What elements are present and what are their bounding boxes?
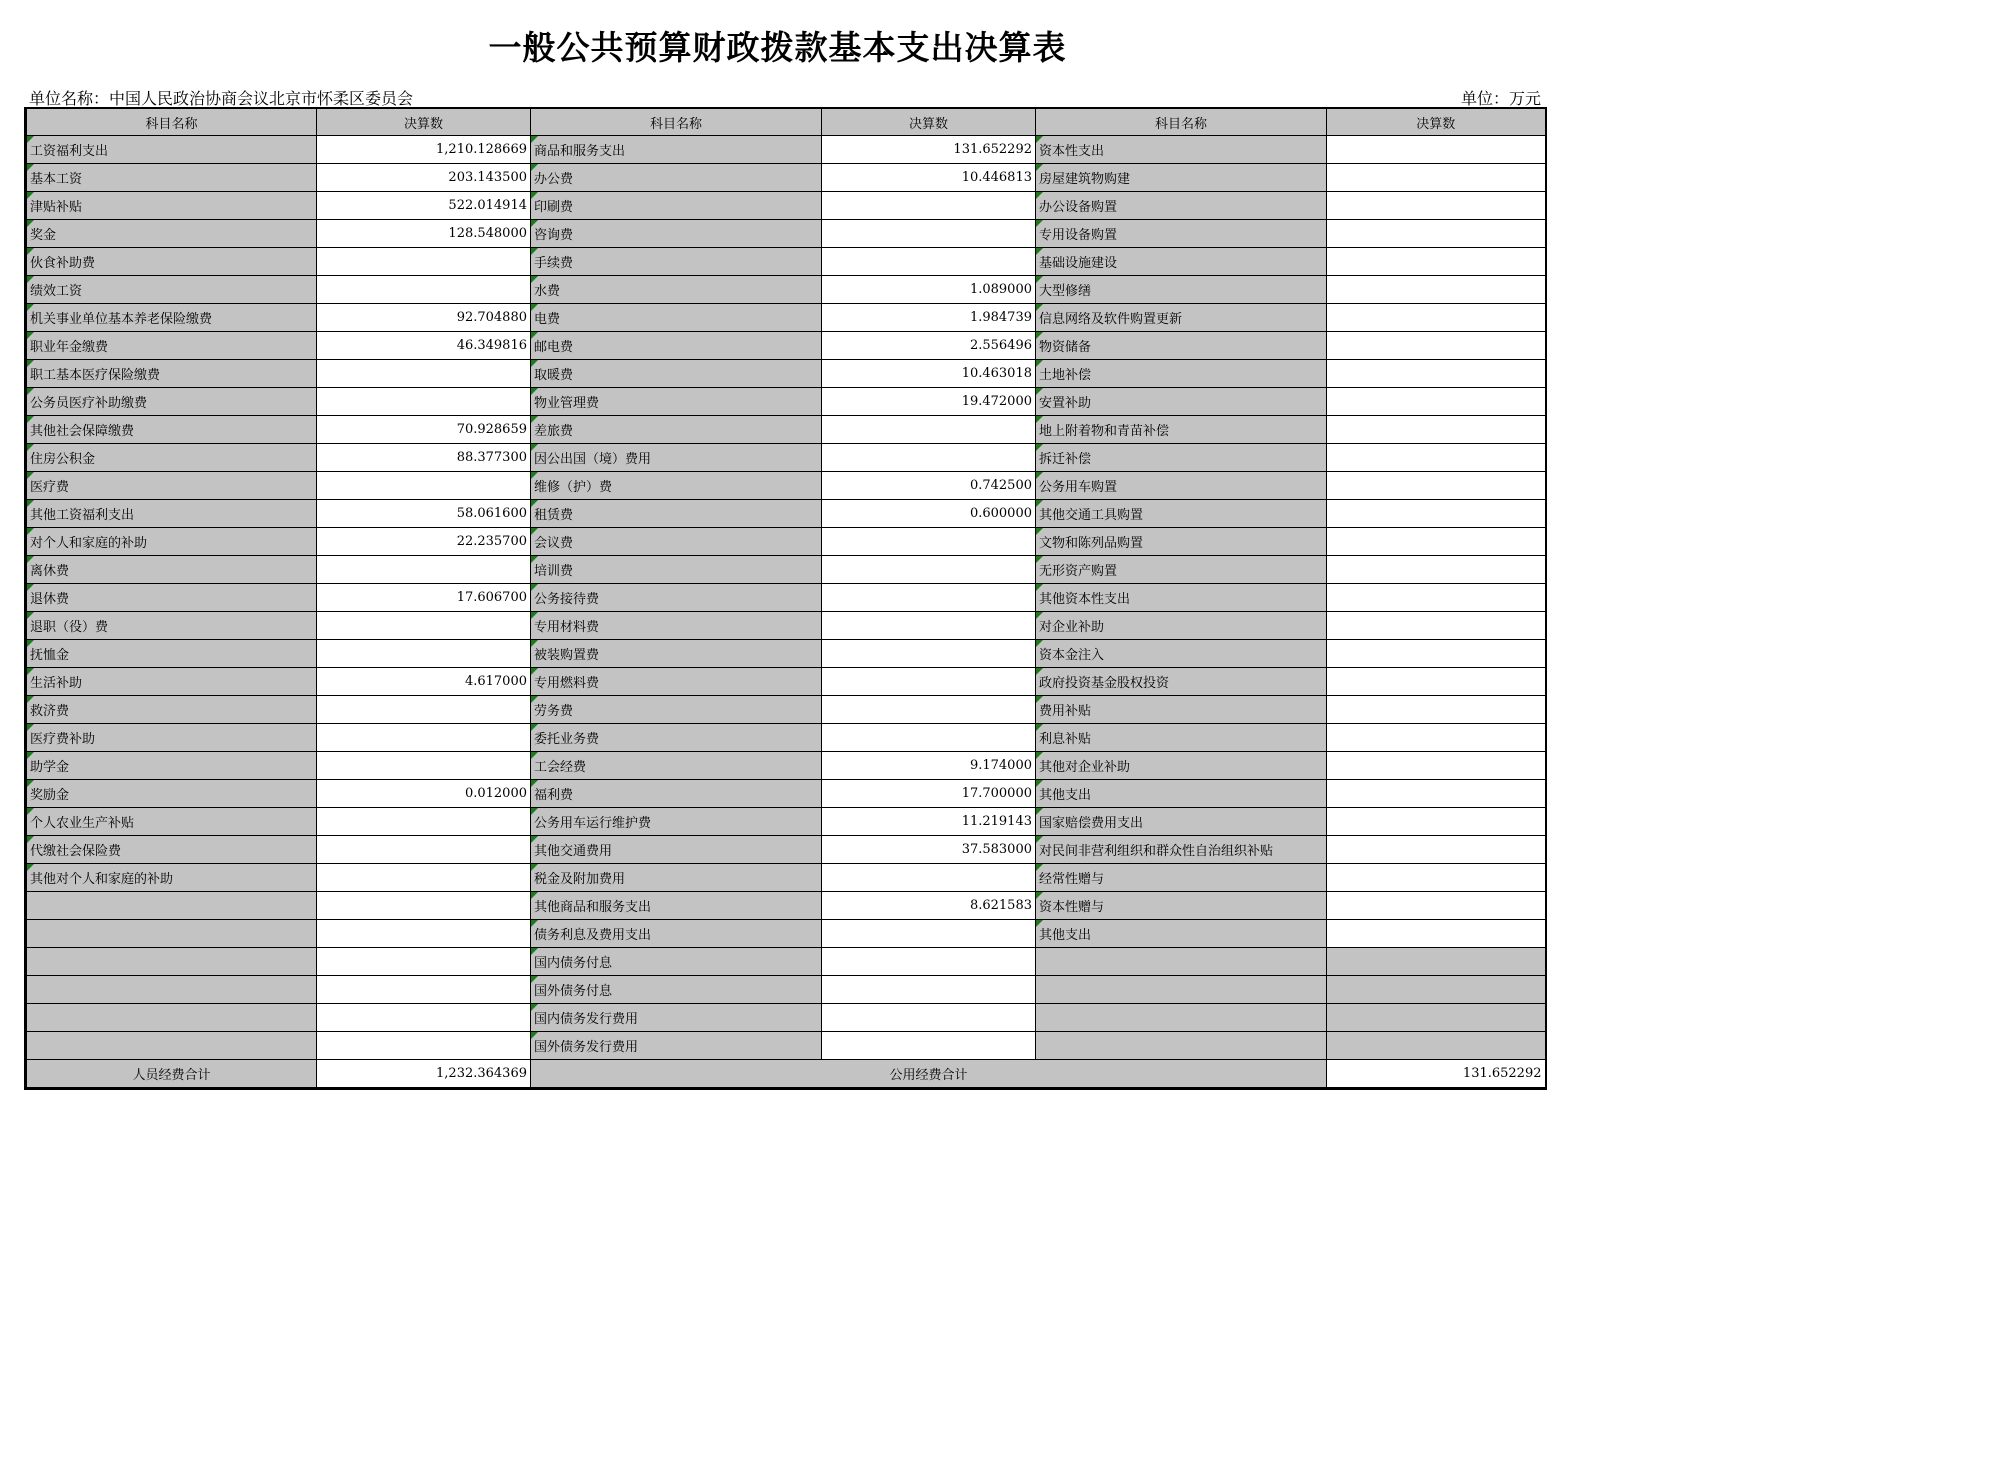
amount-cell (1327, 276, 1546, 304)
amount-cell (1327, 388, 1546, 416)
item-name-cell: 邮电费 (531, 332, 822, 360)
public-total-label: 公用经费合计 (531, 1060, 1327, 1089)
amount-cell (1327, 444, 1546, 472)
amount-cell (1327, 668, 1546, 696)
item-name-cell: 房屋建筑物购建 (1036, 164, 1327, 192)
table-row (26, 388, 1546, 416)
item-name-cell: 资本性赠与 (1036, 892, 1327, 920)
amount-cell: 11.219143 (822, 808, 1036, 836)
public-total-value: 131.652292 (1327, 1060, 1546, 1089)
column-header-name-2: 科目名称 (531, 108, 822, 136)
item-name-cell: 助学金 (26, 752, 317, 780)
table-row (26, 584, 1546, 612)
amount-cell (317, 472, 531, 500)
item-name-cell: 培训费 (531, 556, 822, 584)
table-row (26, 556, 1546, 584)
item-name-cell: 维修（护）费 (531, 472, 822, 500)
item-name-cell: 文物和陈列品购置 (1036, 528, 1327, 556)
item-name-cell: 无形资产购置 (1036, 556, 1327, 584)
amount-cell: 10.463018 (822, 360, 1036, 388)
unit-name: 单位名称：中国人民政治协商会议北京市怀柔区委员会 (29, 89, 414, 108)
amount-cell (822, 248, 1036, 276)
amount-cell (1327, 472, 1546, 500)
table-row (26, 276, 1546, 304)
amount-cell (1327, 780, 1546, 808)
page-title: 一般公共预算财政拨款基本支出决算表 (488, 28, 1067, 67)
item-name-cell: 绩效工资 (26, 276, 317, 304)
item-name-cell: 信息网络及软件购置更新 (1036, 304, 1327, 332)
table-row (26, 696, 1546, 724)
table-row (26, 1032, 1546, 1060)
unit-label: 单位：万元 (1460, 89, 1541, 108)
item-name-cell: 因公出国（境）费用 (531, 444, 822, 472)
item-name-cell: 物资储备 (1036, 332, 1327, 360)
table-row (26, 892, 1546, 920)
item-name-cell: 工会经费 (531, 752, 822, 780)
amount-cell (317, 388, 531, 416)
item-name-cell: 办公费 (531, 164, 822, 192)
item-name-cell (26, 892, 317, 920)
item-name-cell: 对民间非营利组织和群众性自治组织补贴 (1036, 836, 1327, 864)
item-name-cell: 费用补贴 (1036, 696, 1327, 724)
personnel-total-label: 人员经费合计 (26, 1060, 317, 1089)
amount-cell (317, 1032, 531, 1060)
amount-cell: 128.548000 (317, 220, 531, 248)
amount-cell: 10.446813 (822, 164, 1036, 192)
amount-cell (822, 640, 1036, 668)
amount-cell: 9.174000 (822, 752, 1036, 780)
item-name-cell: 手续费 (531, 248, 822, 276)
amount-cell (1327, 136, 1546, 164)
table-row (26, 304, 1546, 332)
amount-cell (822, 556, 1036, 584)
column-header-name-3: 科目名称 (1036, 108, 1327, 136)
item-name-cell: 其他社会保障缴费 (26, 416, 317, 444)
item-name-cell (26, 1004, 317, 1032)
item-name-cell: 被装购置费 (531, 640, 822, 668)
amount-cell (317, 556, 531, 584)
table-row (26, 836, 1546, 864)
amount-cell (822, 724, 1036, 752)
item-name-cell: 对个人和家庭的补助 (26, 528, 317, 556)
item-name-cell: 其他对企业补助 (1036, 752, 1327, 780)
item-name-cell: 会议费 (531, 528, 822, 556)
item-name-cell: 取暖费 (531, 360, 822, 388)
item-name-cell: 退休费 (26, 584, 317, 612)
table-row (26, 136, 1546, 164)
amount-cell (822, 528, 1036, 556)
amount-cell (317, 640, 531, 668)
item-name-cell: 专用设备购置 (1036, 220, 1327, 248)
amount-cell: 8.621583 (822, 892, 1036, 920)
amount-cell (317, 612, 531, 640)
item-name-cell: 大型修缮 (1036, 276, 1327, 304)
amount-cell (1327, 500, 1546, 528)
item-name-cell: 生活补助 (26, 668, 317, 696)
item-name-cell: 福利费 (531, 780, 822, 808)
item-name-cell: 退职（役）费 (26, 612, 317, 640)
amount-cell: 0.012000 (317, 780, 531, 808)
item-name-cell: 租赁费 (531, 500, 822, 528)
amount-cell (317, 360, 531, 388)
item-name-cell: 国外债务付息 (531, 976, 822, 1004)
item-name-cell: 其他对个人和家庭的补助 (26, 864, 317, 892)
amount-cell (822, 584, 1036, 612)
column-header-name-1: 科目名称 (26, 108, 317, 136)
amount-cell (1327, 892, 1546, 920)
item-name-cell: 物业管理费 (531, 388, 822, 416)
column-header-amount-1: 决算数 (317, 108, 531, 136)
amount-cell (1327, 416, 1546, 444)
table-row (26, 332, 1546, 360)
item-name-cell: 其他支出 (1036, 780, 1327, 808)
amount-cell (317, 248, 531, 276)
item-name-cell: 基本工资 (26, 164, 317, 192)
table-row (26, 724, 1546, 752)
amount-cell: 70.928659 (317, 416, 531, 444)
item-name-cell: 咨询费 (531, 220, 822, 248)
amount-cell (822, 220, 1036, 248)
amount-cell (317, 724, 531, 752)
amount-cell (1327, 696, 1546, 724)
item-name-cell: 抚恤金 (26, 640, 317, 668)
amount-cell (1327, 528, 1546, 556)
item-name-cell: 对企业补助 (1036, 612, 1327, 640)
item-name-cell: 公务接待费 (531, 584, 822, 612)
amount-cell: 92.704880 (317, 304, 531, 332)
amount-cell (822, 668, 1036, 696)
amount-cell (822, 864, 1036, 892)
amount-cell: 22.235700 (317, 528, 531, 556)
item-name-cell: 经常性赠与 (1036, 864, 1327, 892)
table-row (26, 360, 1546, 388)
column-header-amount-3: 决算数 (1327, 108, 1546, 136)
table-row (26, 808, 1546, 836)
item-name-cell: 资本性支出 (1036, 136, 1327, 164)
table-row (26, 248, 1546, 276)
amount-cell (822, 1032, 1036, 1060)
item-name-cell: 国内债务发行费用 (531, 1004, 822, 1032)
item-name-cell: 代缴社会保险费 (26, 836, 317, 864)
amount-cell: 0.742500 (822, 472, 1036, 500)
item-name-cell: 机关事业单位基本养老保险缴费 (26, 304, 317, 332)
table-row (26, 668, 1546, 696)
table-row (26, 472, 1546, 500)
table-row (26, 1004, 1546, 1032)
amount-cell: 58.061600 (317, 500, 531, 528)
amount-cell (1327, 584, 1546, 612)
amount-cell (822, 948, 1036, 976)
amount-cell: 19.472000 (822, 388, 1036, 416)
item-name-cell: 职业年金缴费 (26, 332, 317, 360)
amount-cell (1327, 920, 1546, 948)
item-name-cell: 水费 (531, 276, 822, 304)
amount-cell (1327, 304, 1546, 332)
amount-cell: 46.349816 (317, 332, 531, 360)
item-name-cell: 个人农业生产补贴 (26, 808, 317, 836)
amount-cell (317, 948, 531, 976)
amount-cell (317, 864, 531, 892)
item-name-cell (1036, 976, 1327, 1004)
amount-cell (317, 892, 531, 920)
amount-cell (1327, 220, 1546, 248)
amount-cell (822, 1004, 1036, 1032)
item-name-cell: 救济费 (26, 696, 317, 724)
item-name-cell: 伙食补助费 (26, 248, 317, 276)
item-name-cell: 国内债务付息 (531, 948, 822, 976)
expenditure-table (24, 107, 1547, 1090)
amount-cell (822, 444, 1036, 472)
amount-cell (822, 612, 1036, 640)
item-name-cell (1036, 1032, 1327, 1060)
item-name-cell: 其他工资福利支出 (26, 500, 317, 528)
amount-cell: 4.617000 (317, 668, 531, 696)
item-name-cell: 商品和服务支出 (531, 136, 822, 164)
amount-cell: 1.089000 (822, 276, 1036, 304)
item-name-cell: 债务利息及费用支出 (531, 920, 822, 948)
amount-cell (1327, 612, 1546, 640)
amount-cell (317, 1004, 531, 1032)
item-name-cell: 拆迁补偿 (1036, 444, 1327, 472)
amount-cell (822, 192, 1036, 220)
item-name-cell: 其他资本性支出 (1036, 584, 1327, 612)
item-name-cell: 国外债务发行费用 (531, 1032, 822, 1060)
item-name-cell: 印刷费 (531, 192, 822, 220)
item-name-cell: 基础设施建设 (1036, 248, 1327, 276)
amount-cell (822, 976, 1036, 1004)
item-name-cell: 土地补偿 (1036, 360, 1327, 388)
item-name-cell: 专用材料费 (531, 612, 822, 640)
amount-cell (317, 920, 531, 948)
item-name-cell: 公务用车运行维护费 (531, 808, 822, 836)
table-row (26, 444, 1546, 472)
amount-cell (1327, 192, 1546, 220)
table-row (26, 612, 1546, 640)
item-name-cell: 奖励金 (26, 780, 317, 808)
item-name-cell: 其他交通费用 (531, 836, 822, 864)
table-row (26, 920, 1546, 948)
item-name-cell: 医疗费 (26, 472, 317, 500)
amount-cell (317, 276, 531, 304)
item-name-cell (1036, 948, 1327, 976)
item-name-cell: 电费 (531, 304, 822, 332)
item-name-cell: 资本金注入 (1036, 640, 1327, 668)
item-name-cell: 办公设备购置 (1036, 192, 1327, 220)
amount-cell (317, 976, 531, 1004)
item-name-cell (26, 948, 317, 976)
amount-cell (1327, 1004, 1546, 1032)
table-row (26, 948, 1546, 976)
amount-cell (1327, 808, 1546, 836)
amount-cell: 37.583000 (822, 836, 1036, 864)
amount-cell: 131.652292 (822, 136, 1036, 164)
amount-cell (317, 808, 531, 836)
item-name-cell: 奖金 (26, 220, 317, 248)
amount-cell: 203.143500 (317, 164, 531, 192)
item-name-cell: 利息补贴 (1036, 724, 1327, 752)
item-name-cell: 劳务费 (531, 696, 822, 724)
table-row (26, 500, 1546, 528)
item-name-cell (26, 1032, 317, 1060)
item-name-cell: 公务用车购置 (1036, 472, 1327, 500)
item-name-cell: 工资福利支出 (26, 136, 317, 164)
table-row (26, 416, 1546, 444)
amount-cell (1327, 976, 1546, 1004)
amount-cell (1327, 836, 1546, 864)
amount-cell: 1.984739 (822, 304, 1036, 332)
item-name-cell: 医疗费补助 (26, 724, 317, 752)
item-name-cell: 津贴补贴 (26, 192, 317, 220)
amount-cell (317, 836, 531, 864)
item-name-cell: 税金及附加费用 (531, 864, 822, 892)
item-name-cell: 其他商品和服务支出 (531, 892, 822, 920)
item-name-cell: 其他支出 (1036, 920, 1327, 948)
amount-cell (1327, 360, 1546, 388)
item-name-cell: 住房公积金 (26, 444, 317, 472)
amount-cell: 17.700000 (822, 780, 1036, 808)
item-name-cell: 职工基本医疗保险缴费 (26, 360, 317, 388)
item-name-cell (1036, 1004, 1327, 1032)
amount-cell (1327, 724, 1546, 752)
table-row (26, 220, 1546, 248)
item-name-cell: 离休费 (26, 556, 317, 584)
total-row (26, 1060, 1546, 1089)
amount-cell (822, 416, 1036, 444)
item-name-cell: 地上附着物和青苗补偿 (1036, 416, 1327, 444)
header-row (26, 108, 1546, 136)
amount-cell (1327, 640, 1546, 668)
amount-cell (1327, 556, 1546, 584)
table-row (26, 528, 1546, 556)
amount-cell: 522.014914 (317, 192, 531, 220)
amount-cell: 17.606700 (317, 584, 531, 612)
item-name-cell: 专用燃料费 (531, 668, 822, 696)
table-row (26, 976, 1546, 1004)
item-name-cell (26, 920, 317, 948)
item-name-cell: 公务员医疗补助缴费 (26, 388, 317, 416)
item-name-cell: 安置补助 (1036, 388, 1327, 416)
amount-cell (1327, 332, 1546, 360)
amount-cell (1327, 248, 1546, 276)
amount-cell: 88.377300 (317, 444, 531, 472)
item-name-cell: 政府投资基金股权投资 (1036, 668, 1327, 696)
item-name-cell: 差旅费 (531, 416, 822, 444)
item-name-cell: 其他交通工具购置 (1036, 500, 1327, 528)
amount-cell: 1,210.128669 (317, 136, 531, 164)
personnel-total-value: 1,232.364369 (317, 1060, 531, 1089)
amount-cell (1327, 948, 1546, 976)
item-name-cell (26, 976, 317, 1004)
amount-cell (822, 696, 1036, 724)
amount-cell: 0.600000 (822, 500, 1036, 528)
amount-cell (822, 920, 1036, 948)
amount-cell (1327, 1032, 1546, 1060)
amount-cell (317, 752, 531, 780)
table-row (26, 864, 1546, 892)
table-row (26, 164, 1546, 192)
item-name-cell: 委托业务费 (531, 724, 822, 752)
amount-cell (1327, 164, 1546, 192)
table-row (26, 752, 1546, 780)
amount-cell (1327, 752, 1546, 780)
amount-cell: 2.556496 (822, 332, 1036, 360)
amount-cell (1327, 864, 1546, 892)
table-row (26, 192, 1546, 220)
amount-cell (317, 696, 531, 724)
item-name-cell: 国家赔偿费用支出 (1036, 808, 1327, 836)
table-row (26, 640, 1546, 668)
table-row (26, 780, 1546, 808)
column-header-amount-2: 决算数 (822, 108, 1036, 136)
